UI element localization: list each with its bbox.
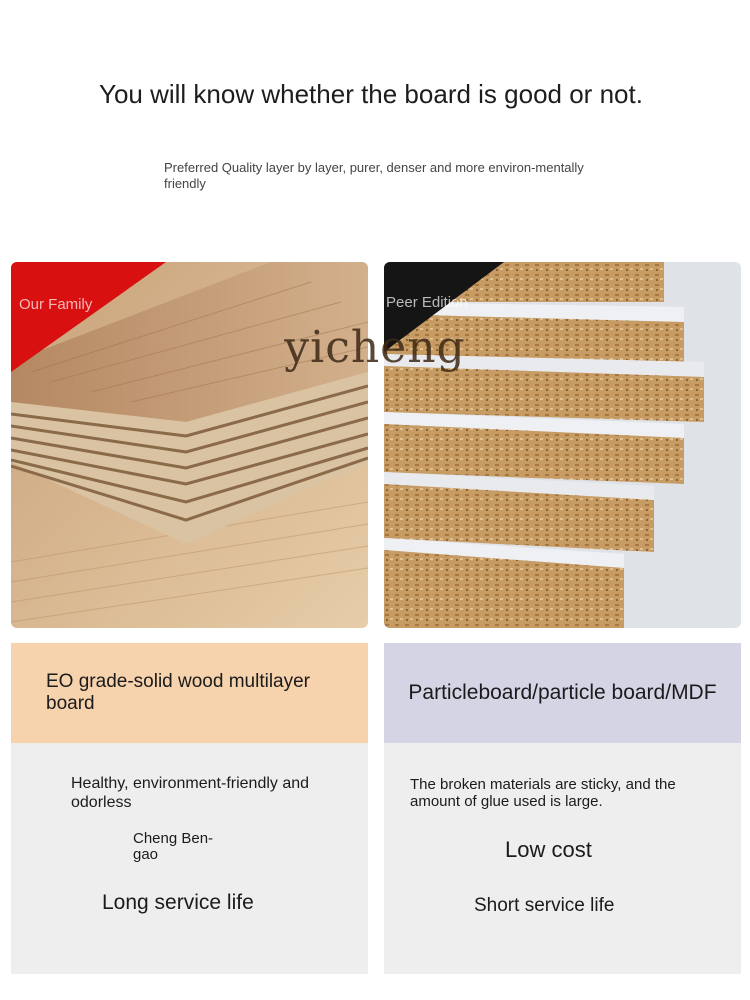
page-headline: You will know whether the board is good or not.: [99, 79, 643, 109]
plywood-feature-2: Cheng Ben-gao: [133, 830, 214, 863]
plywood-feature-3: Long service life: [102, 891, 254, 914]
particleboard-photo: [384, 262, 741, 628]
plywood-label-box: [11, 643, 368, 743]
particleboard-feature-1: The broken materials are sticky, and the amount of glue used is large.: [410, 776, 676, 810]
particleboard-feature-2: Low cost: [505, 837, 592, 862]
plywood-features: [11, 743, 368, 974]
plywood-label: EO grade-solid wood multilayer board: [46, 671, 311, 714]
plywood-feature-1: Healthy, environment-friendly and odorless: [71, 775, 310, 811]
particleboard-label-box: [384, 643, 741, 743]
page-subheadline: Preferred Quality layer by layer, purer, denser and more environ-mentally friendly: [164, 160, 584, 191]
particleboard-label: Particleboard/particle board/MDF: [408, 681, 717, 704]
watermark-text: yicheng: [284, 322, 466, 373]
particleboard-features: [384, 743, 741, 974]
photo-tag-left: Our Family: [19, 296, 93, 313]
photo-tag-right: Peer Edition: [386, 294, 468, 311]
plywood-photo: [11, 262, 368, 628]
particleboard-feature-3: Short service life: [474, 895, 615, 916]
